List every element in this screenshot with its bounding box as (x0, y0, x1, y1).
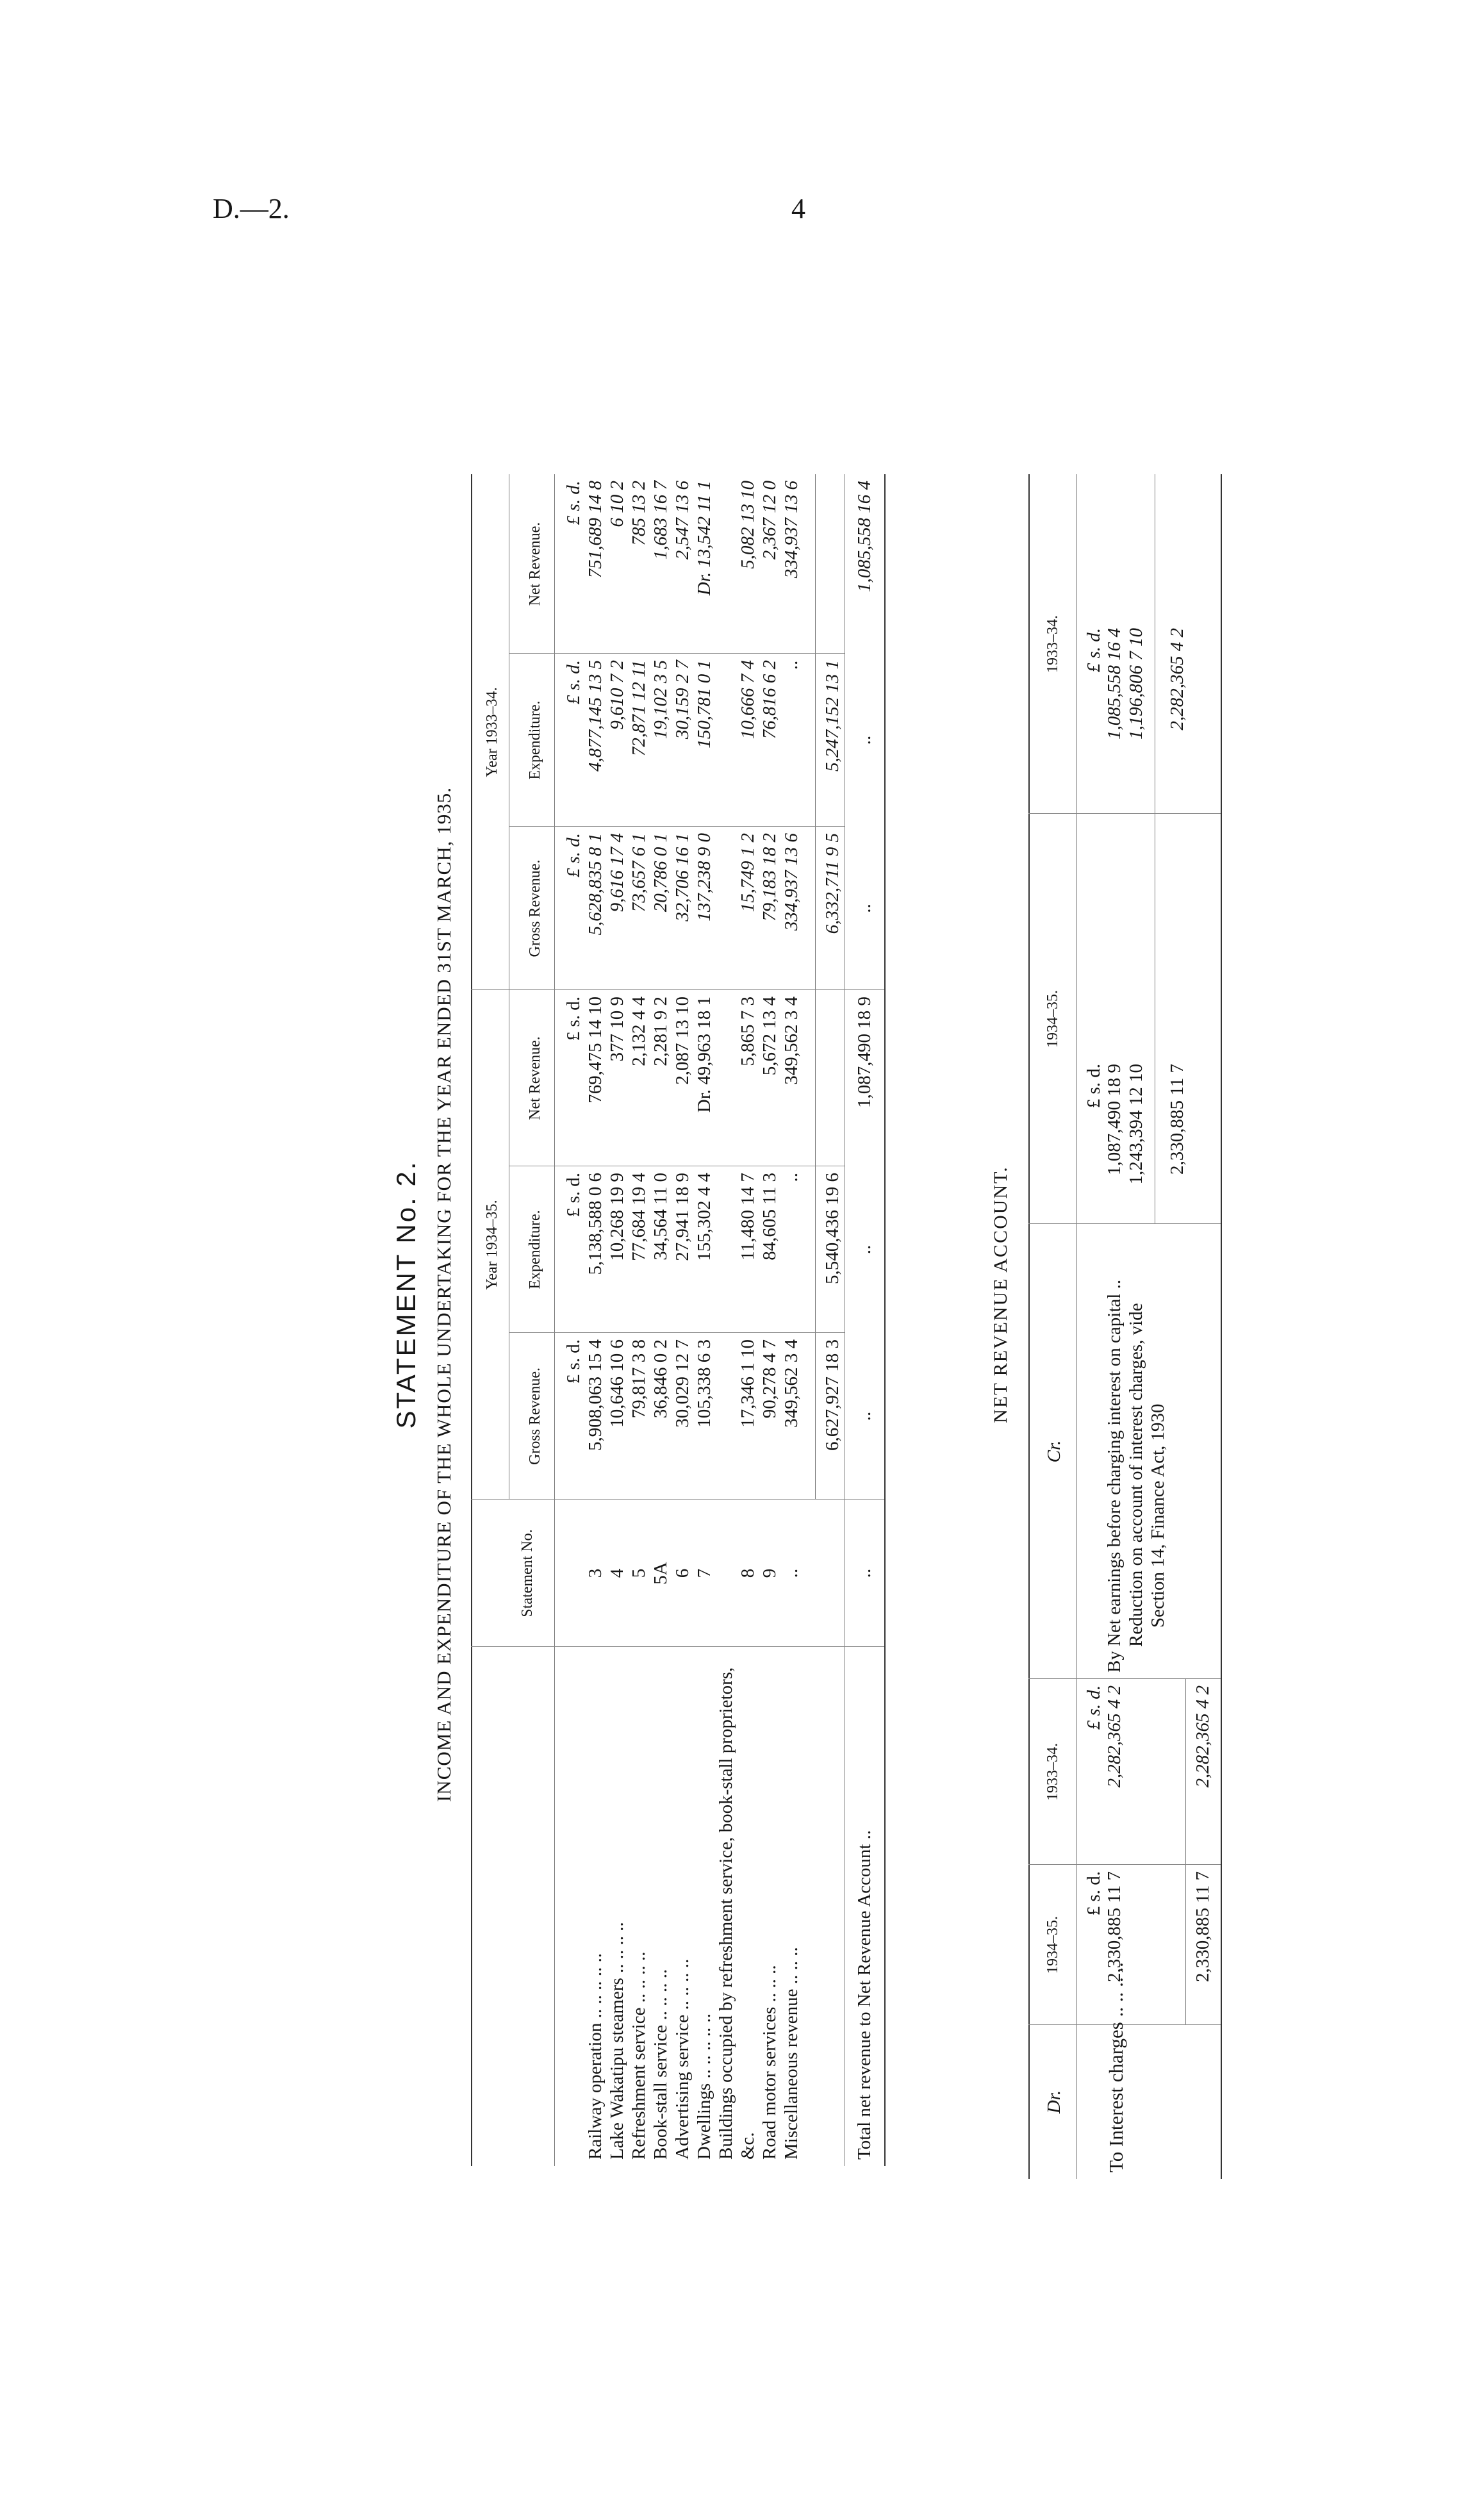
cell-n35: 769,475 14 10 (585, 996, 606, 1104)
cr-line-reduction-text: Reduction on account of interest charges, vide (1126, 1303, 1146, 1647)
unit-net-35: £ s. d. (563, 996, 584, 1041)
cell-g34: 9,616 17 4 (607, 833, 627, 913)
row-label: Refreshment service .. .. .. .. (629, 1951, 649, 2160)
net-total-exp-34: .. (854, 735, 875, 745)
unit-net-34: £ s. d. (563, 481, 584, 525)
dr-unit-34: £ s. d. (1084, 1685, 1104, 1730)
cell-g35: 5,908,063 15 4 (585, 1339, 606, 1451)
cell-n34: 5,082 13 10 (738, 481, 758, 569)
row-label: Road motor services .. .. .. (759, 1965, 780, 2160)
cell-e35: 5,138,588 0 6 (585, 1173, 606, 1275)
header-year-1934-35: Year 1934–35. (484, 1200, 500, 1290)
col-header-statement-no: Statement No. (519, 1529, 536, 1617)
cell-n34: 2,547 13 6 (672, 481, 693, 560)
row-label: Buildings occupied by refreshment service, book-stall proprietors, &c. (716, 1667, 758, 2160)
net-total-exp-35: .. (854, 1244, 875, 1255)
col-header-net-35: Net Revenue. (527, 1036, 543, 1120)
cr-line-reduction (1125, 1303, 1147, 1647)
cell-n34: 334,937 13 6 (781, 481, 802, 579)
row-label: Book-stall service .. .. .. .. (650, 1969, 671, 2160)
cell-no: 9 (759, 1568, 780, 1578)
cell-g34: 334,937 13 6 (781, 833, 802, 931)
account-title: NET REVENUE ACCOUNT. (990, 1166, 1011, 1423)
cell-g35: 349,562 3 4 (781, 1339, 802, 1428)
net-total-net-34: 1,085,558 16 4 (854, 481, 875, 592)
cr-total-34: 2,282,365 4 2 (1167, 628, 1187, 731)
cell-g34: 137,238 9 0 (694, 833, 714, 922)
unit-gross-34: £ s. d. (563, 833, 584, 878)
cell-g34: 32,706 16 1 (672, 833, 693, 922)
cell-g34: 15,749 1 2 (738, 833, 758, 913)
dr-value-35: 2,330,885 11 7 (1104, 1871, 1125, 1982)
cell-n35: 2,087 13 10 (672, 996, 693, 1085)
cell-n34: 2,367 12 0 (759, 481, 780, 560)
cell-g35: 10,646 10 6 (607, 1339, 627, 1428)
unit-exp-34: £ s. d. (563, 660, 584, 705)
cell-e34: 30,159 2 7 (672, 660, 693, 740)
total-exp-34: 5,247,152 13 1 (822, 660, 843, 772)
cell-e35: 27,941 18 9 (672, 1173, 693, 1261)
cr-line-net-earnings: By Net earnings before charging interest on capital .. (1104, 1279, 1125, 1673)
cell-e34: 10,666 7 4 (738, 660, 758, 740)
cell-n35: 349,562 3 4 (781, 996, 802, 1085)
cell-e35: 155,302 4 4 (694, 1173, 714, 1261)
statement-heading: STATEMENT No. 2. (391, 1160, 421, 1429)
col-header-exp-35: Expenditure. (527, 1210, 543, 1289)
total-exp-35: 5,540,436 19 6 (822, 1173, 843, 1284)
cell-n35: 5,672 13 4 (759, 996, 780, 1076)
interest-charges-label: To Interest charges .. .. .. .. (1105, 1962, 1127, 2172)
cell-e34: 76,816 6 2 (759, 660, 780, 740)
col-header-gross-34: Gross Revenue. (527, 859, 543, 957)
cr-total-35: 2,330,885 11 7 (1167, 1064, 1187, 1175)
header-year-1933-34: Year 1933–34. (484, 687, 500, 777)
cell-g34: 20,786 0 1 (650, 833, 671, 913)
cell-g35: 17,346 1 10 (738, 1339, 758, 1428)
unit-exp-35: £ s. d. (563, 1173, 584, 1218)
cr-unit-35: £ s. d. (1084, 1064, 1104, 1109)
rotated-statement-area (359, 365, 1484, 2224)
net-total-label: Total net revenue to Net Revenue Account .. (854, 1830, 875, 2160)
cell-n34: 6 10 2 (607, 481, 627, 527)
dr-total-35: 2,330,885 11 7 (1192, 1871, 1213, 1982)
cell-e34: 150,781 0 1 (694, 660, 714, 748)
page-reference: D.—2. (213, 193, 290, 224)
cell-g35: 90,278 4 7 (759, 1339, 780, 1419)
cell-no: 4 (607, 1568, 627, 1578)
cell-e35: .. (781, 1173, 802, 1182)
cell-n34: 785 13 2 (629, 481, 649, 546)
account-dr-year-35: 1934–35. (1044, 1916, 1061, 1974)
row-label: Lake Wakatipu steamers .. .. .. .. (607, 1922, 627, 2160)
cell-g35: 79,817 3 8 (629, 1339, 649, 1419)
net-total-net-35: 1,087,490 18 9 (854, 996, 875, 1108)
row-label: Railway operation .. .. .. .. .. (585, 1953, 606, 2160)
statement-subheading: INCOME AND EXPENDITURE OF THE WHOLE UNDERTAKING FOR THE YEAR ENDED 31ST MARCH, 1935. (433, 787, 455, 1803)
cell-n34: Dr. 13,542 11 1 (694, 481, 714, 596)
cell-n34: 751,689 14 8 (585, 481, 606, 579)
col-header-net-34: Net Revenue. (527, 522, 543, 606)
cell-e35: 10,268 19 9 (607, 1173, 627, 1261)
cell-n35: 5,865 7 3 (738, 996, 758, 1066)
cell-n35: 2,281 9 2 (650, 996, 671, 1066)
cell-no: 3 (585, 1568, 606, 1578)
cell-n35: 2,132 4 4 (629, 996, 649, 1066)
account-dr-year-34: 1933–34. (1044, 1743, 1061, 1801)
cell-n34: 1,683 16 7 (650, 481, 671, 560)
net-total-gross-34: .. (854, 904, 875, 913)
cr-value1-35: 1,087,490 18 9 (1104, 1064, 1125, 1175)
net-total-gross-35: .. (854, 1411, 875, 1421)
col-header-gross-35: Gross Revenue. (527, 1368, 543, 1465)
cr-value1-34: 1,085,558 16 4 (1104, 628, 1125, 740)
row-label: Advertising service .. .. .. .. (672, 1958, 693, 2160)
cr-line-section: Section 14, Finance Act, 1930 (1148, 1403, 1168, 1628)
cell-e34: 4,877,145 13 5 (585, 660, 606, 772)
dr-total-34: 2,282,365 4 2 (1192, 1685, 1213, 1788)
net-total-no: .. (854, 1568, 875, 1578)
cell-no: 6 (672, 1568, 693, 1578)
cell-e34: 72,871 12 11 (629, 660, 649, 757)
dr-value-34: 2,282,365 4 2 (1104, 1685, 1125, 1788)
cell-g34: 5,628,835 8 1 (585, 833, 606, 936)
cell-e35: 84,605 11 3 (759, 1173, 780, 1261)
total-gross-35: 6,627,927 18 3 (822, 1339, 843, 1451)
account-cr-year-34: 1933–34. (1044, 615, 1061, 673)
cell-e35: 11,480 14 7 (738, 1173, 758, 1261)
cell-no: 5 (629, 1568, 649, 1578)
cell-no: .. (781, 1568, 802, 1578)
cell-e35: 34,564 11 0 (650, 1173, 671, 1261)
row-label: Miscellaneous revenue .. .. .. (781, 1947, 802, 2160)
cell-e35: 77,684 19 4 (629, 1173, 649, 1261)
cr-unit-34: £ s. d. (1084, 628, 1104, 673)
cell-e34: 19,102 3 5 (650, 660, 671, 740)
cell-g35: 105,338 6 3 (694, 1339, 714, 1428)
total-gross-34: 6,332,711 9 5 (822, 833, 843, 934)
account-cr-year-35: 1934–35. (1044, 990, 1061, 1048)
account-dr-header: Dr. (1044, 2090, 1064, 2114)
row-label: Dwellings .. .. .. .. .. (694, 2013, 714, 2160)
cell-no: 5A (650, 1562, 671, 1585)
cr-value2-34: 1,196,806 7 10 (1126, 628, 1146, 740)
cell-no: 7 (694, 1568, 714, 1578)
cell-e34: .. (781, 660, 802, 670)
cell-n35: Dr. 49,963 18 1 (694, 996, 714, 1113)
page-number: 4 (791, 193, 805, 224)
dr-unit-35: £ s. d. (1084, 1871, 1104, 1916)
cell-g35: 30,029 12 7 (672, 1339, 693, 1428)
cell-e34: 9,610 7 2 (607, 660, 627, 730)
account-cr-header: Cr. (1044, 1440, 1064, 1463)
cell-no: 8 (738, 1568, 758, 1578)
cell-n35: 377 10 9 (607, 996, 627, 1062)
cell-g34: 79,183 18 2 (759, 833, 780, 922)
unit-gross-35: £ s. d. (563, 1339, 584, 1384)
cr-value2-35: 1,243,394 12 10 (1126, 1064, 1146, 1185)
cell-g34: 73,657 6 1 (629, 833, 649, 913)
cell-g35: 36,846 0 2 (650, 1339, 671, 1419)
col-header-exp-34: Expenditure. (527, 700, 543, 780)
